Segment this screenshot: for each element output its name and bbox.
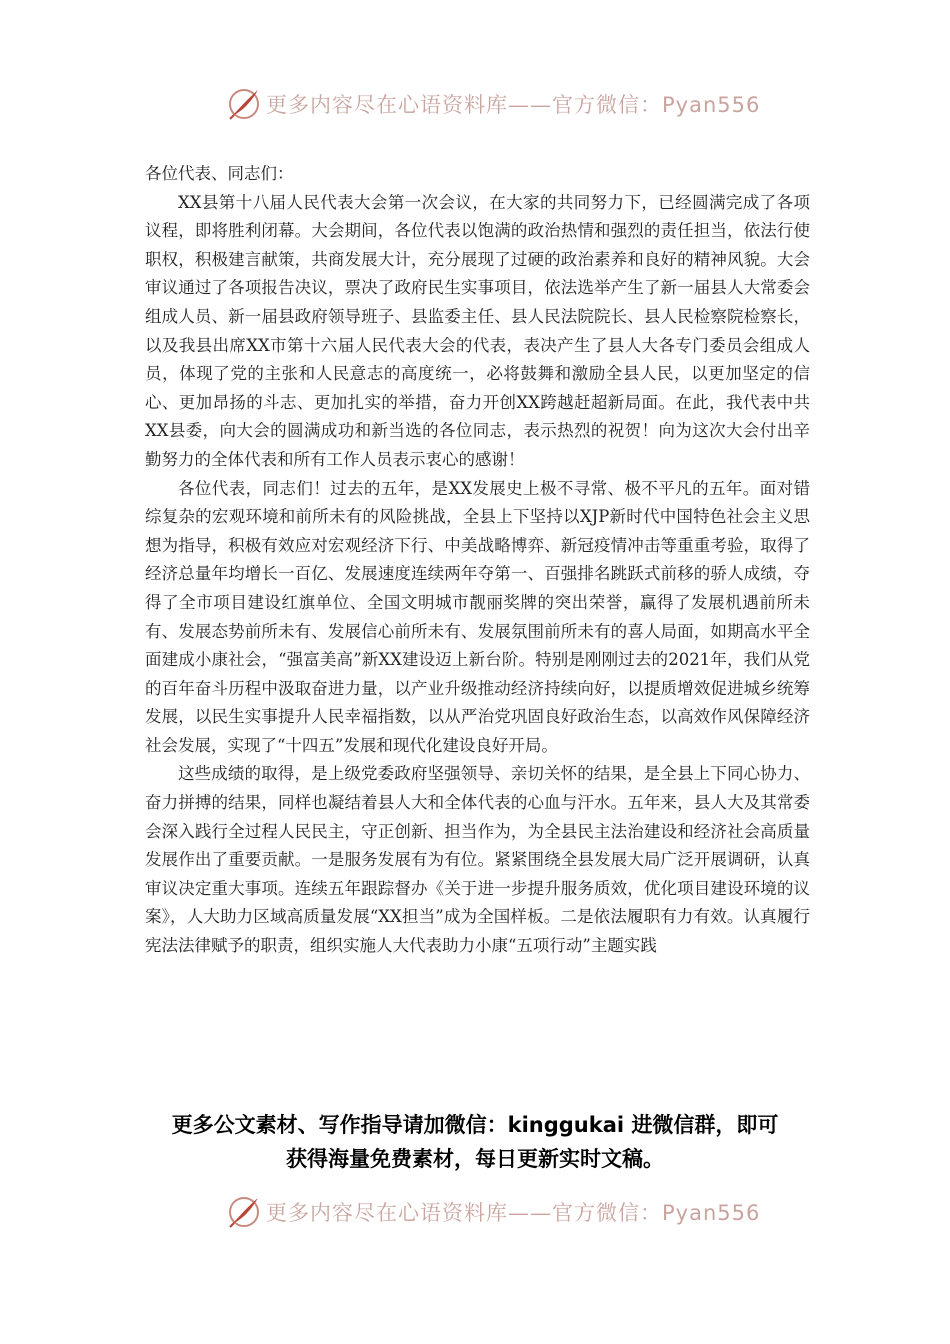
banner-brand: 更多内容尽在心语资料库 [266, 93, 508, 117]
banner-text [266, 89, 760, 119]
paragraph-3: 这些成绩的取得，是上级党委政府坚强领导、亲切关怀的结果，是全县上下同心协力、奋力拼搏的结果，同样也凝结着县人大和全体代表的心血与汗水。五年来，县人大及其常委会深入践行全过程人民民主，守正创新、担当作为，为全县民主法治建设和经济社会高质量发展作出了重要贡献。一是服务发展有为有位。紧紧围绕全县发展大局广泛开展调研，认真审议决定重大事项。连续五年跟踪督办《关于进一步提升服务质效，优化项目建设环境的议案》，人大助力区域高质量发展“XX担当”成为全国样板。二是依法履职有力有效。认真履行宪法法律赋予的职责，组织实施人大代表助力小康“五项行动”主题实践 [145, 764, 810, 956]
promo-notice [0, 1108, 950, 1176]
banner-separator: —— [508, 1201, 552, 1225]
banner-brand: 更多内容尽在心语资料库 [266, 1201, 508, 1225]
quill-logo-icon [226, 1194, 262, 1230]
header-banner [0, 84, 950, 124]
banner-separator: —— [508, 93, 552, 117]
footer-banner [0, 1192, 950, 1232]
banner-wechat-id: Pyan556 [662, 1201, 761, 1225]
paragraph-2: 各位代表，同志们！过去的五年，是XX发展史上极不寻常、极不平凡的五年。面对错综复杂的宏观环境和前所未有的风险挑战，全县上下坚持以XJP新时代中国特色社会主义思想为指导，积极有效应对宏观经济下行、中美战略博弈、新冠疫情冲击等重重考验，取得了经济总量年均增长一百亿、发展速度连续两年夺第一、百强排名跳跃式前移的骄人成绩，夺得了全市项目建设红旗单位、全国文明城市靓丽奖牌的突出荣誉，赢得了发展机遇前所未有、发展态势前所未有、发展信心前所未有、发展氛围前所未有的喜人局面，如期高水平全面建成小康社会，“强富美高”新XX建设迈上新台阶。特别是刚刚过去的2021年，我们从党的百年奋斗历程中汲取奋进力量，以产业升级推动经济持续向好，以提质增效促进城乡统筹发展，以民生实事提升人民幸福指数，以从严治党巩固良好政治生态，以高效作风保障经济社会发展，实现了“十四五”发展和现代化建设良好开局。 [145, 478, 810, 755]
salutation: 各位代表、同志们： [145, 164, 294, 183]
banner-wechat-id: Pyan556 [662, 93, 761, 117]
banner-wechat-label: 官方微信： [552, 93, 662, 117]
document-body [145, 160, 810, 961]
banner-wechat-label: 官方微信： [552, 1201, 662, 1225]
promo-line-2: 获得海量免费素材，每日更新实时文稿。 [286, 1147, 664, 1171]
quill-logo-icon [226, 86, 262, 122]
paragraph-1: XX县第十八届人民代表大会第一次会议，在大家的共同努力下，已经圆满完成了各项议程，即将胜利闭幕。大会期间，各位代表以饱满的政治热情和强烈的责任担当，依法行使职权，积极建言献策，共商发展大计，充分展现了过硬的政治素养和良好的精神风貌。大会审议通过了各项报告决议，票决了政府民生实事项目，依法选举产生了新一届县人大常委会组成人员、新一届县政府领导班子、县监委主任、县人民法院院长、县人民检察院检察长，以及我县出席XX市第十六届人民代表大会的代表，表决产生了县人大各专门委员会组成人员，体现了党的主张和人民意志的高度统一，必将鼓舞和激励全县人民，以更加坚定的信心、更加昂扬的斗志、更加扎实的举措，奋力开创XX跨越赶超新局面。在此，我代表中共XX县委，向大会的圆满成功和新当选的各位同志，表示热烈的祝贺！向为这次大会付出辛勤努力的全体代表和所有工作人员表示衷心的感谢！ [145, 192, 810, 469]
banner-text [266, 1197, 760, 1227]
promo-line-1: 更多公文素材、写作指导请加微信：kinggukai 进微信群，即可 [171, 1113, 779, 1137]
